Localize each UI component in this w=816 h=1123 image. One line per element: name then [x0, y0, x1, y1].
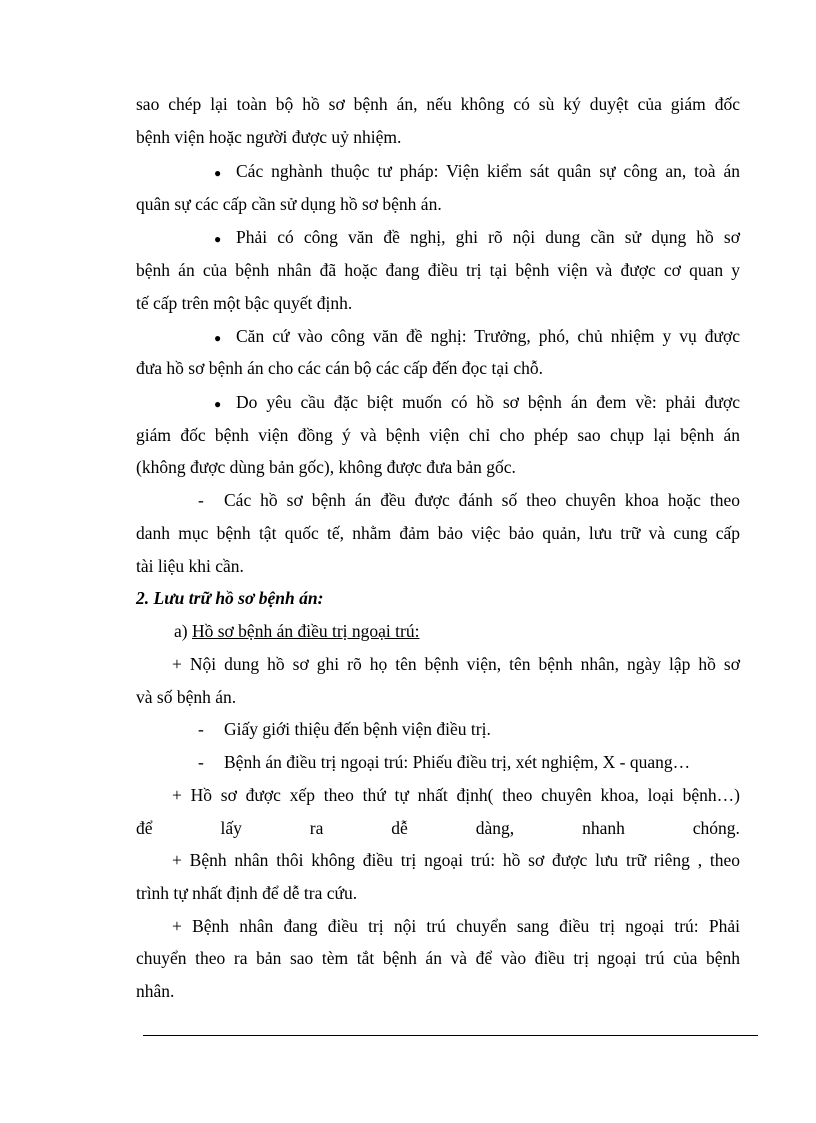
word: nhanh: [582, 818, 625, 838]
text-line: nhân.: [136, 981, 175, 1001]
text-line: bệnh án của bệnh nhân đã hoặc đang điều trị tại bệnh viện và được cơ quan y: [136, 260, 740, 280]
text-line: Căn cứ vào công văn đề nghị: Trưởng, phó, chủ nhiệm y vụ được: [236, 326, 740, 346]
text-line: + Bệnh nhân đang điều trị nội trú chuyển sang điều trị ngoại trú: Phải: [172, 916, 740, 936]
text-line: tài liệu khi cần.: [136, 556, 244, 576]
text-line: danh mục bệnh tật quốc tế, nhằm đảm bảo việc bảo quản, lưu trữ và cung cấp: [136, 523, 740, 543]
text-line: Bệnh án điều trị ngoại trú: Phiếu điều trị, xét nghiệm, X - quang…: [224, 752, 691, 772]
text-line: quân sự các cấp cần sử dụng hồ sơ bệnh án.: [136, 194, 442, 214]
dash-marker: -: [198, 752, 204, 772]
word: để: [136, 818, 153, 838]
bullet-icon: ●: [214, 331, 222, 345]
text-line: + Nội dung hồ sơ ghi rõ họ tên bệnh viện, tên bệnh nhân, ngày lập hồ sơ: [172, 654, 740, 674]
text-line: Giấy giới thiệu đến bệnh viện điều trị.: [224, 719, 491, 739]
text-line: và số bệnh án.: [136, 687, 237, 707]
bullet-icon: ●: [214, 397, 222, 411]
subsection-title: Hồ sơ bệnh án điều trị ngoại trú:: [191, 621, 420, 641]
word: lấy: [220, 818, 242, 838]
text-line: + Hồ sơ được xếp theo thứ tự nhất định( theo chuyên khoa, loại bệnh…): [172, 785, 740, 805]
word: dễ: [391, 818, 408, 838]
subsection-prefix: a): [174, 621, 192, 641]
text-line: + Bệnh nhân thôi không điều trị ngoại trú: hồ sơ được lưu trữ riêng , theo: [172, 850, 740, 870]
bullet-icon: ●: [214, 166, 222, 180]
bullet-icon: ●: [214, 232, 222, 246]
word: ra: [309, 818, 324, 838]
text-line: giám đốc bệnh viện đồng ý và bệnh viện chỉ cho phép sao chụp lại bệnh án: [136, 425, 740, 445]
dash-marker: -: [198, 719, 204, 739]
text-line: tế cấp trên một bậc quyết định.: [136, 293, 353, 313]
text-line: Do yêu cầu đặc biệt muốn có hồ sơ bệnh án đem về: phải được: [236, 392, 740, 412]
text-line: sao chép lại toàn bộ hồ sơ bệnh án, nếu không có sù ký duyệt của giám đốc: [136, 94, 740, 114]
text-line: Các nghành thuộc tư pháp: Viện kiểm sát quân sự công an, toà án: [236, 161, 740, 181]
text-line: Các hồ sơ bệnh án đều được đánh số theo chuyên khoa hoặc theo: [224, 490, 740, 510]
text-line: Phải có công văn đề nghị, ghi rõ nội dung cần sử dụng hồ sơ: [236, 227, 740, 247]
text-line: đưa hồ sơ bệnh án cho các cán bộ các cấp đến đọc tại chỗ.: [136, 358, 543, 378]
dash-marker: -: [198, 490, 204, 510]
spread-line: [136, 818, 740, 839]
subsection-heading: [174, 621, 419, 642]
section-heading: 2. Lưu trữ hồ sơ bệnh án:: [136, 588, 324, 608]
text-line: trình tự nhất định để dễ tra cứu.: [136, 883, 358, 903]
text-line: chuyển theo ra bản sao tèm tắt bệnh án và để vào điều trị ngoại trú của bệnh: [136, 948, 740, 968]
text-line: (không được dùng bản gốc), không được đưa bản gốc.: [136, 457, 516, 477]
word: chóng.: [692, 818, 740, 838]
word: dàng,: [475, 818, 515, 838]
footer-rule: [143, 1035, 758, 1036]
text-line: bệnh viện hoặc người được uỷ nhiệm.: [136, 127, 402, 147]
